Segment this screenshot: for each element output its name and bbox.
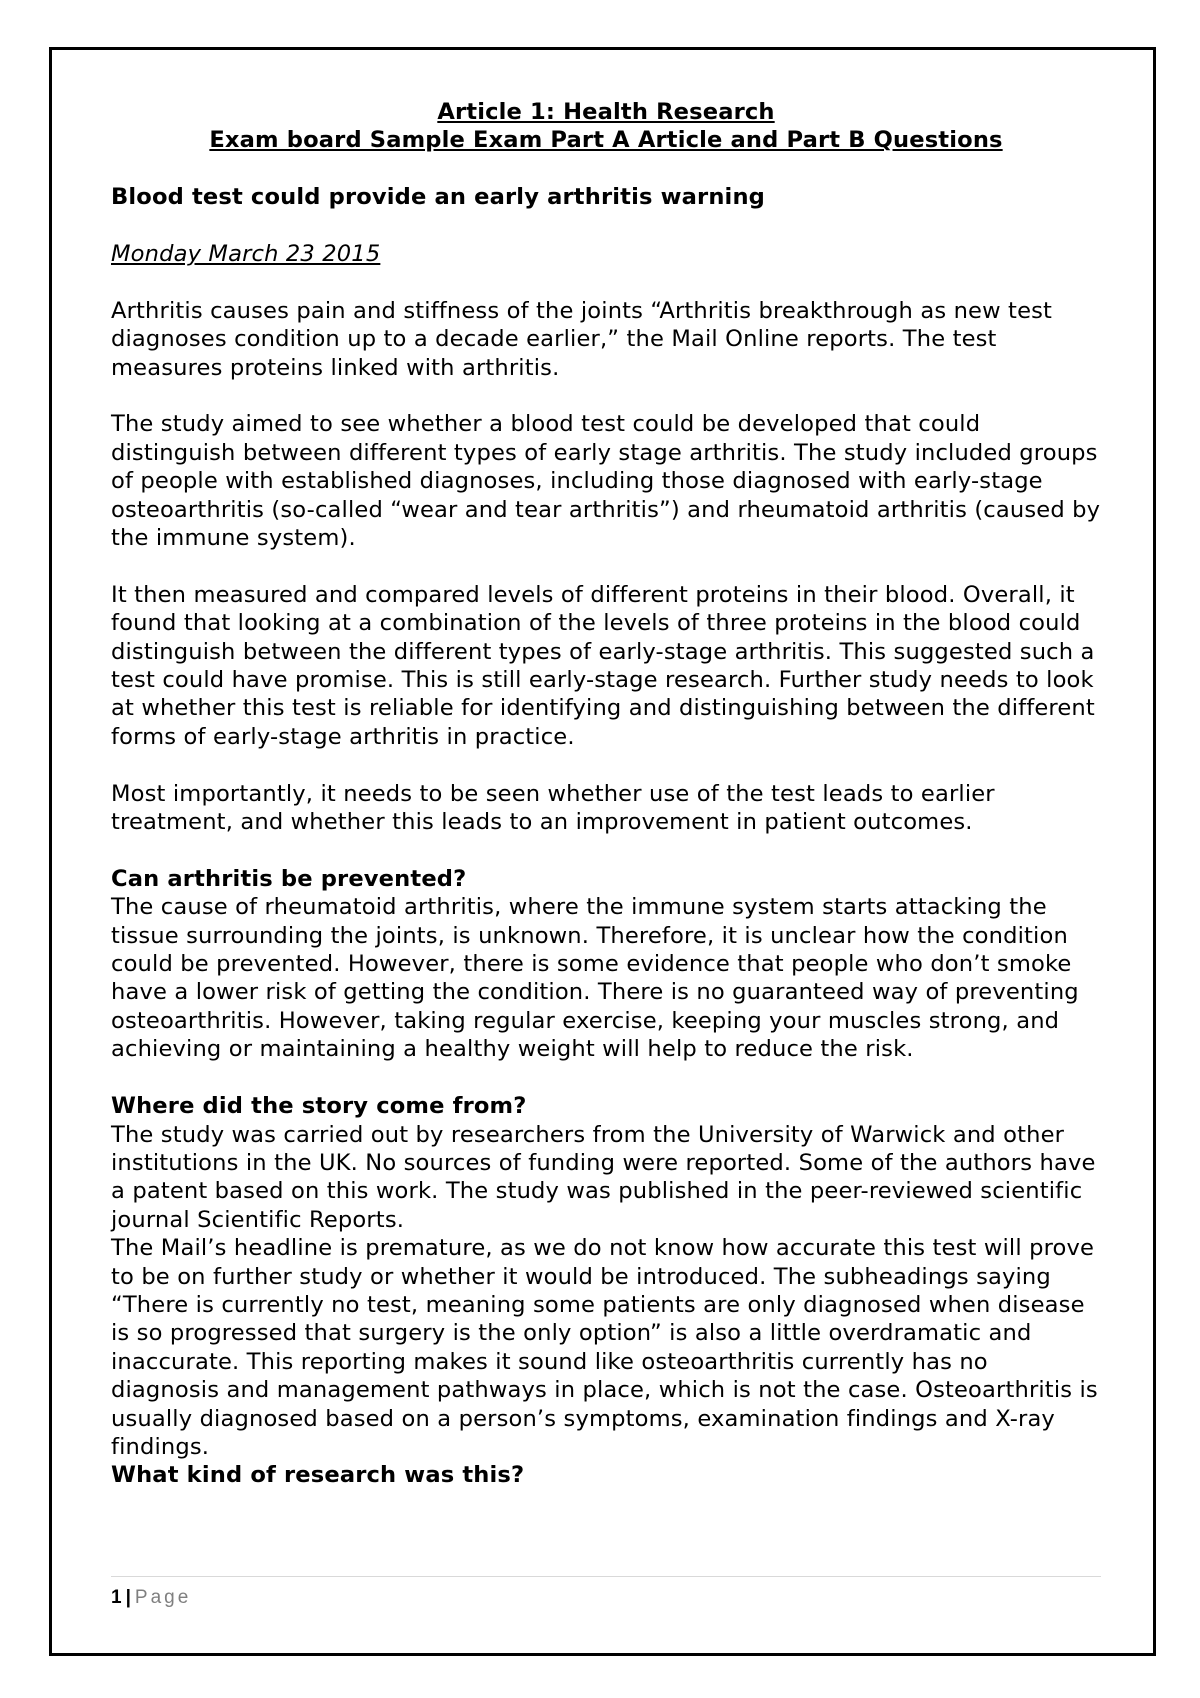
paragraph-2: The study aimed to see whether a blood test could be developed that could distinguish between different types of early stage arthritis. The study included groups of people with established diagnoses, including those diagnosed with early-stage osteoarthritis (so-called “wear and tear arthritis”) and rheumatoid arthritis (caused by the immune system).	[111, 411, 1101, 552]
page-number: 1	[111, 1587, 122, 1608]
title-line-2: Exam board Sample Exam Part A Article and Part B Questions	[209, 127, 1003, 154]
article-headline: Blood test could provide an early arthritis warning	[111, 184, 766, 211]
document-content	[111, 98, 1101, 1490]
article-date: Monday March 23 2015	[111, 241, 381, 267]
paragraph-4: Most importantly, it needs to be seen whether use of the test leads to earlier treatment, and whether this leads to an improvement in patient outcomes.	[111, 780, 995, 836]
document-title	[111, 98, 1101, 155]
page-footer	[111, 1586, 191, 1610]
section-heading-prevention: Can arthritis be prevented?	[111, 865, 467, 892]
section-heading-story-source: Where did the story come from?	[111, 1093, 527, 1120]
footer-divider	[111, 1576, 1101, 1577]
page-label: Page	[134, 1587, 192, 1608]
section-heading-research-type: What kind of research was this?	[111, 1462, 525, 1489]
paragraph-3: It then measured and compared levels of different proteins in their blood. Overall, it found that looking at a combination of the levels of three proteins in the blood could distinguish between the different types of early-stage arthritis. This suggested such a test could have promise. This is still early-stage research. Further study needs to look at whether this test is reliable for identifying and distinguishing between the different forms of early-stage arthritis in practice.	[111, 581, 1095, 750]
section-body-prevention: The cause of rheumatoid arthritis, where the immune system starts attacking the tissue surrounding the joints, is unknown. Therefore, it is unclear how the condition could be prevented. However, there is some evidence that people who don’t smoke have a lower risk of getting the condition. There is no guaranteed way of preventing osteoarthritis. However, taking regular exercise, keeping your muscles strong, and achieving or maintaining a healthy weight will help to reduce the risk.	[111, 894, 1079, 1063]
title-line-1: Article 1: Health Research	[437, 99, 775, 125]
footer-separator: |	[125, 1587, 131, 1608]
section-body-story-source: The study was carried out by researchers from the University of Warwick and other institutions in the UK. No sources of funding were reported. Some of the authors have a patent based on this work. The study was published in the peer-reviewed scientific journal Scientific Reports.	[111, 1121, 1096, 1233]
section-body-story-source-2: The Mail’s headline is premature, as we do not know how accurate this test will prove to be on further study or whether it would be introduced. The subheadings saying “There is currently no test, meaning some patients are only diagnosed when disease is so progressed that surgery is the only option” is also a little overdramatic and inaccurate. This reporting makes it sound like osteoarthritis currently has no diagnosis and management pathways in place, which is not the case. Osteoarthritis is usually diagnosed based on a person’s symptoms, examination findings and X-ray findings.	[111, 1235, 1098, 1460]
paragraph-1: Arthritis causes pain and stiffness of the joints “Arthritis breakthrough as new test diagnoses condition up to a decade earlier,” the Mail Online reports. The test measures proteins linked with arthritis.	[111, 297, 1053, 381]
